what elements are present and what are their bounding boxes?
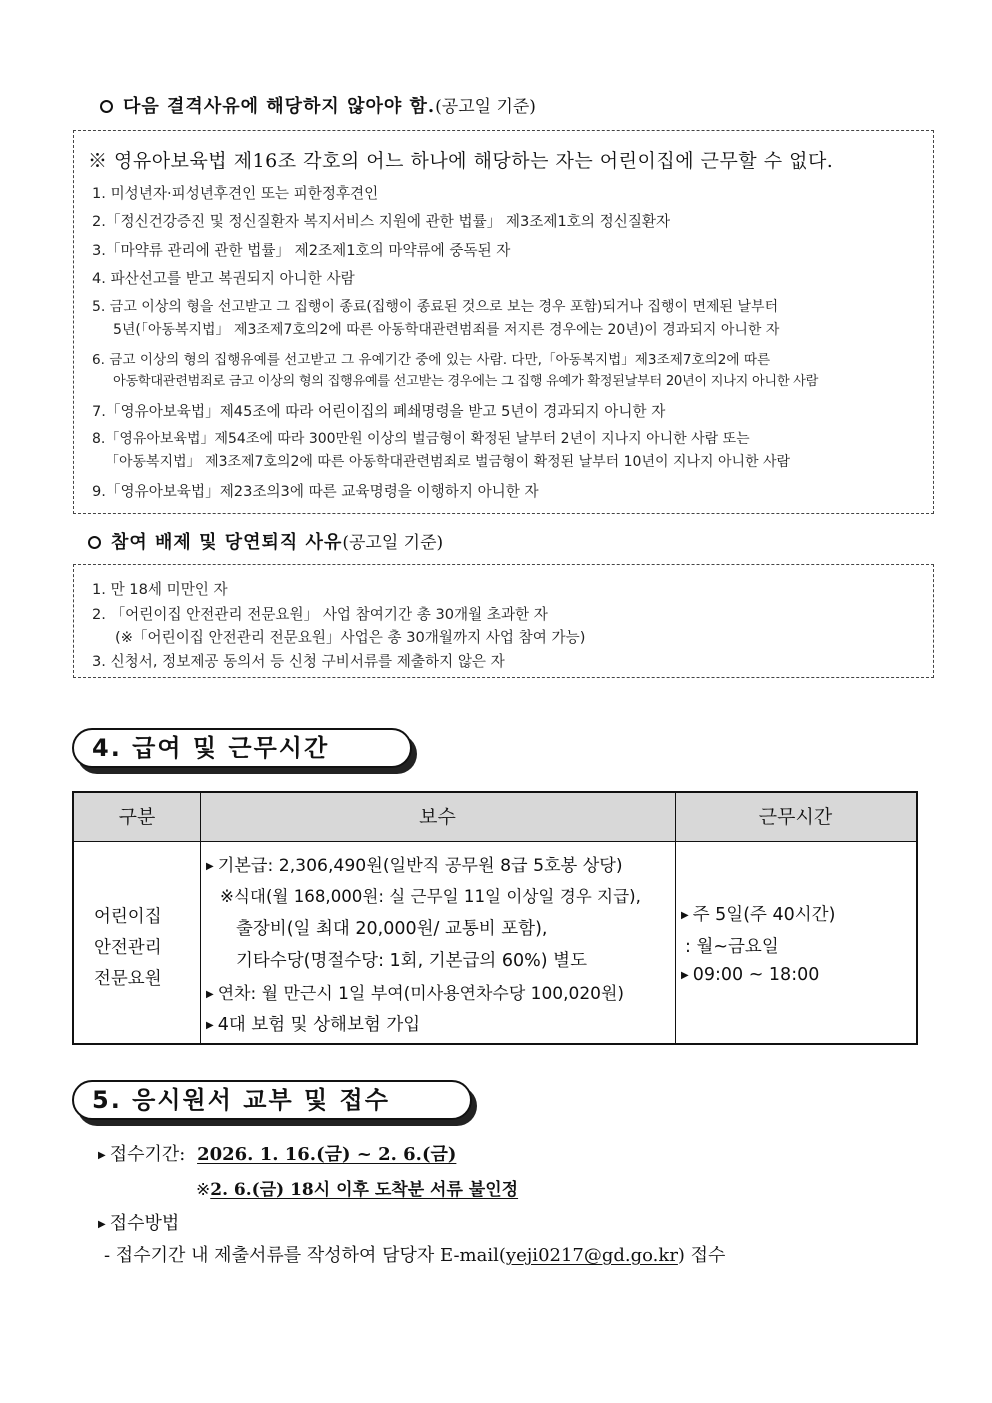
disqualification-line-8a: 8.「영유아보육법」제54조에 따라 300만원 이상의 벌금형이 확정된 날부터 2년이 지나지 아니한 사람 또는 xyxy=(92,431,750,447)
application-period-note: ※2. 6.(금) 18시 이후 도착분 서류 불인정 xyxy=(196,1180,519,1200)
hours-line-1: ▶ 주 5일(주 40시간) xyxy=(681,905,836,925)
disqualification-heading: 다음 결격사유에 해당하지 않아야 함.(공고일 기준) xyxy=(100,92,536,118)
triangle-bullet-icon: ▶ xyxy=(98,1219,106,1230)
circle-bullet-icon xyxy=(88,536,101,549)
disqualification-line-7: 7.「영유아보육법」제45조에 따라 어린이집의 폐쇄명령을 받고 5년이 경과되지 아니한 자 xyxy=(92,403,666,420)
exclusion-line-3: (※「어린이집 안전관리 전문요원」사업은 총 30개월까지 사업 참여 가능) xyxy=(115,629,586,646)
category-line-1: 어린이집 xyxy=(94,907,162,927)
category-line-2: 안전관리 xyxy=(94,938,162,958)
table-divider xyxy=(675,793,676,1043)
triangle-bullet-icon: ▶ xyxy=(98,1150,106,1161)
disqualification-line-6a: 6. 금고 이상의 형의 집행유예를 선고받고 그 유예기간 중에 있는 사람. 다만,「아동복지법」제3조제7호의2에 따른 xyxy=(92,352,771,368)
section5-title: 5. 응시원서 교부 및 접수 xyxy=(72,1080,472,1120)
disqualification-line-5a: 5. 금고 이상의 형을 선고받고 그 집행이 종료(집행이 종료된 것으로 보는 경우 포함)되거나 집행이 면제된 날부터 xyxy=(92,299,779,315)
disqualification-line-6b: 아동학대관련범죄로 금고 이상의 형의 집행유예를 선고받는 경우에는 그 집행 유예가 확정된날부터 20년이 지나지 아니한 사람 xyxy=(113,374,819,389)
triangle-bullet-icon: ▶ xyxy=(681,910,689,921)
triangle-bullet-icon: ▶ xyxy=(206,989,214,1000)
pay-line-4: 기타수당(명절수당: 1회, 기본급의 60%) 별도 xyxy=(236,951,587,971)
exclusion-line-1: 1. 만 18세 미만인 자 xyxy=(92,581,228,598)
disqualification-line-8b: 「아동복지법」 제3조제7호의2에 따른 아동학대관련범죄로 벌금형이 확정된 날부터 10년이 지나지 아니한 사람 xyxy=(105,454,791,470)
section4-title: 4. 급여 및 근무시간 xyxy=(72,728,412,768)
email-link[interactable]: yeji0217@gd.go.kr xyxy=(505,1245,678,1266)
application-period: ▶ 접수기간: 2026. 1. 16.(금) ~ 2. 6.(금) xyxy=(98,1144,457,1165)
circle-bullet-icon xyxy=(100,100,113,113)
pay-line-5: ▶ 연차: 월 만근시 1일 부여(미사용연차수당 100,020원) xyxy=(206,984,625,1004)
application-method-label: ▶ 접수방법 xyxy=(98,1213,180,1234)
category-line-3: 전문요원 xyxy=(94,969,162,989)
section4-banner xyxy=(72,728,412,768)
exclusion-line-2: 2. 「어린이집 안전관리 전문요원」 사업 참여기간 총 30개월 초과한 자 xyxy=(92,606,548,623)
salary-table xyxy=(72,791,918,1045)
exclusion-heading: 참여 배제 및 당연퇴직 사유(공고일 기준) xyxy=(88,528,443,554)
disqualification-line-9: 9.「영유아보육법」제23조의3에 따른 교육명령을 이행하지 아니한 자 xyxy=(92,483,539,500)
table-header-pay: 보수 xyxy=(200,793,675,842)
triangle-bullet-icon: ▶ xyxy=(681,970,689,981)
table-divider xyxy=(200,793,201,1043)
section5-banner xyxy=(72,1080,472,1120)
disqualification-line-1: 1. 미성년자·피성년후견인 또는 피한정후견인 xyxy=(92,185,379,202)
exclusion-line-4: 3. 신청서, 정보제공 동의서 등 신청 구비서류를 제출하지 않은 자 xyxy=(92,653,505,670)
pay-line-1: ▶ 기본급: 2,306,490원(일반직 공무원 8급 5호봉 상당) xyxy=(206,856,623,876)
hours-line-3: ▶ 09:00 ~ 18:00 xyxy=(681,965,820,985)
disqualification-line-4: 4. 파산선고를 받고 복권되지 아니한 사람 xyxy=(92,270,355,287)
pay-line-2: ※식대(월 168,000원: 실 근무일 11일 이상일 경우 지급), xyxy=(220,887,641,906)
application-period-value: 2026. 1. 16.(금) ~ 2. 6.(금) xyxy=(197,1144,457,1165)
table-header-hours: 근무시간 xyxy=(675,793,916,842)
disqualification-line-3: 3.「마약류 관리에 관한 법률」 제2조제1호의 마약류에 중독된 자 xyxy=(92,242,511,259)
disqualification-line-5b: 5년(「아동복지법」 제3조제7호의2에 따른 아동학대관련범죄를 저지른 경우에는 20년)이 경과되지 아니한 자 xyxy=(113,322,780,338)
disqualification-line-2: 2.「정신건강증진 및 정신질환자 복지서비스 지원에 관한 법률」 제3조제1호의 정신질환자 xyxy=(92,213,671,230)
triangle-bullet-icon: ▶ xyxy=(206,861,214,872)
pay-line-3: 출장비(일 최대 20,000원/ 교통비 포함), xyxy=(236,919,548,939)
pay-line-6: ▶ 4대 보험 및 상해보험 가입 xyxy=(206,1015,421,1035)
disqualification-box-note: ※ 영유아보육법 제16조 각호의 어느 하나에 해당하는 자는 어린이집에 근무할 수 없다. xyxy=(88,150,834,172)
application-method: - 접수기간 내 제출서류를 작성하여 담당자 E-mail(yeji0217@gd.go.kr) 접수 xyxy=(104,1245,726,1266)
triangle-bullet-icon: ▶ xyxy=(206,1020,214,1031)
hours-line-2: : 월~금요일 xyxy=(685,937,779,957)
table-header-category: 구분 xyxy=(74,793,200,842)
